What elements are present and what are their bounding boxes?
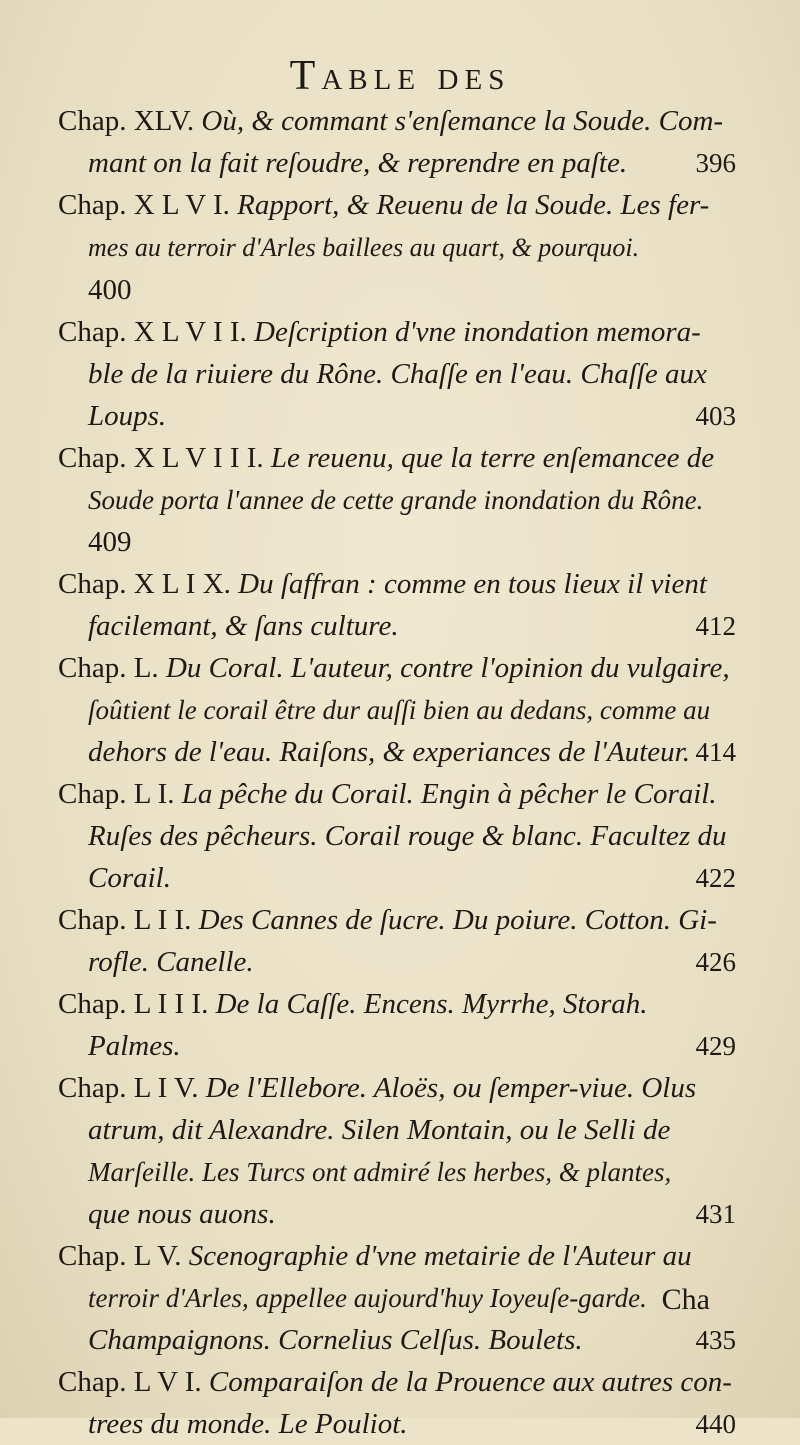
chapter-number: Chap. X L I X. xyxy=(58,568,231,600)
chapter-description: terroir d'Arles, appellee aujourd'huy Ioyeuſe-garde. xyxy=(88,1283,647,1313)
chapter-description: Où, & commant s'enſemance la Soude. Com- xyxy=(201,105,724,137)
toc-entry xyxy=(58,899,748,983)
chapter-description: Des Cannes de ſucre. Du poiure. Cotton. Gi- xyxy=(198,904,717,936)
chapter-description: De la Caſſe. Encens. Myrrhe, Storah. xyxy=(215,988,648,1020)
chapter-description: De l'Ellebore. Aloës, ou ſemper-viue. Olus xyxy=(205,1072,697,1104)
page-number: 435 xyxy=(695,1325,736,1355)
chapter-description: Du Coral. L'auteur, contre l'opinion du vulgaire, xyxy=(165,652,730,684)
page-number: 440 xyxy=(695,1409,736,1439)
page-number: 429 xyxy=(695,1031,736,1061)
chapter-description: Marſeille. Les Turcs ont admiré les herbes, & plantes, xyxy=(88,1157,672,1187)
toc-entry xyxy=(58,1067,748,1235)
chapter-description: que nous auons. xyxy=(88,1198,276,1230)
chapter-description: trees du monde. Le Pouliot. xyxy=(88,1408,408,1440)
chapter-description: Champaignons. Cornelius Celſus. Boulets. xyxy=(88,1324,583,1356)
page-number: 400 xyxy=(88,274,132,306)
toc-entry xyxy=(58,983,748,1067)
chapter-number: Chap. L I V. xyxy=(58,1072,199,1104)
toc-entry xyxy=(58,311,748,437)
chapter-description: dehors de l'eau. Raiſons, & experiances de l'Auteur. xyxy=(88,736,690,768)
chapter-description: Du ſaffran : comme en tous lieux il vient xyxy=(238,568,707,600)
chapter-number: Chap. L I I I. xyxy=(58,988,209,1020)
toc-entry xyxy=(58,563,748,647)
toc-entry xyxy=(58,100,748,184)
chapter-number: Chap. L V I. xyxy=(58,1366,202,1398)
toc-entry xyxy=(58,437,748,563)
chapter-description: mant on la fait reſoudre, & reprendre en paſte. xyxy=(88,147,628,179)
page-number: 414 xyxy=(695,737,736,767)
page-number: 426 xyxy=(695,947,736,977)
page-number: 396 xyxy=(695,148,736,178)
page-number: 403 xyxy=(695,401,736,431)
chapter-description: Ruſes des pêcheurs. Corail rouge & blanc. Facultez du xyxy=(88,820,727,852)
chapter-description: Corail. xyxy=(88,862,171,894)
chapter-number: Chap. L V. xyxy=(58,1240,182,1272)
table-of-contents xyxy=(58,100,748,1445)
toc-entry xyxy=(58,647,748,773)
chapter-description: La pêche du Corail. Engin à pêcher le Corail. xyxy=(181,778,717,810)
chapter-description: Scenographie d'vne metairie de l'Auteur au xyxy=(188,1240,692,1272)
chapter-description: mes au terroir d'Arles baillees au quart, & pourquoi. xyxy=(88,233,640,262)
chapter-number: Chap. L I I. xyxy=(58,904,192,936)
chapter-number: Chap. L. xyxy=(58,652,159,684)
chapter-description: atrum, dit Alexandre. Silen Montain, ou le Selli de xyxy=(88,1114,671,1146)
chapter-description: Palmes. xyxy=(88,1030,181,1062)
page-number: 409 xyxy=(88,526,132,558)
chapter-description: rofle. Canelle. xyxy=(88,946,254,978)
chapter-description: Soude porta l'annee de cette grande inondation du Rône. xyxy=(88,485,704,515)
toc-entry xyxy=(58,1235,748,1361)
chapter-description: ble de la riuiere du Rône. Chaſſe en l'eau. Chaſſe aux xyxy=(88,358,707,390)
chapter-number: Chap. XLV. xyxy=(58,105,195,137)
page-number: 412 xyxy=(695,611,736,641)
toc-entry xyxy=(58,184,748,311)
page-title: Table des xyxy=(289,53,511,99)
page-number: 422 xyxy=(695,863,736,893)
chapter-description: ſoûtient le corail être dur auſſi bien au dedans, comme au xyxy=(88,695,711,725)
catchword: Cha xyxy=(661,1283,710,1316)
chapter-description: Le reuenu, que la terre enſemancee de xyxy=(270,442,715,474)
page-number: 431 xyxy=(695,1199,736,1229)
chapter-number: Chap. X L V I I. xyxy=(58,316,247,348)
chapter-description: Loups. xyxy=(88,400,167,432)
chapter-description: Comparaiſon de la Prouence aux autres con- xyxy=(208,1366,732,1398)
chapter-number: Chap. X L V I I I. xyxy=(58,442,264,474)
chapter-description: Deſcription d'vne inondation memora- xyxy=(254,316,701,348)
chapter-number: Chap. X L V I. xyxy=(58,189,230,221)
toc-entry xyxy=(58,773,748,899)
chapter-description: facilemant, & ſans culture. xyxy=(88,610,399,642)
chapter-number: Chap. L I. xyxy=(58,778,175,810)
toc-entry xyxy=(58,1361,748,1445)
chapter-description: Rapport, & Reuenu de la Soude. Les fer- xyxy=(237,189,710,221)
